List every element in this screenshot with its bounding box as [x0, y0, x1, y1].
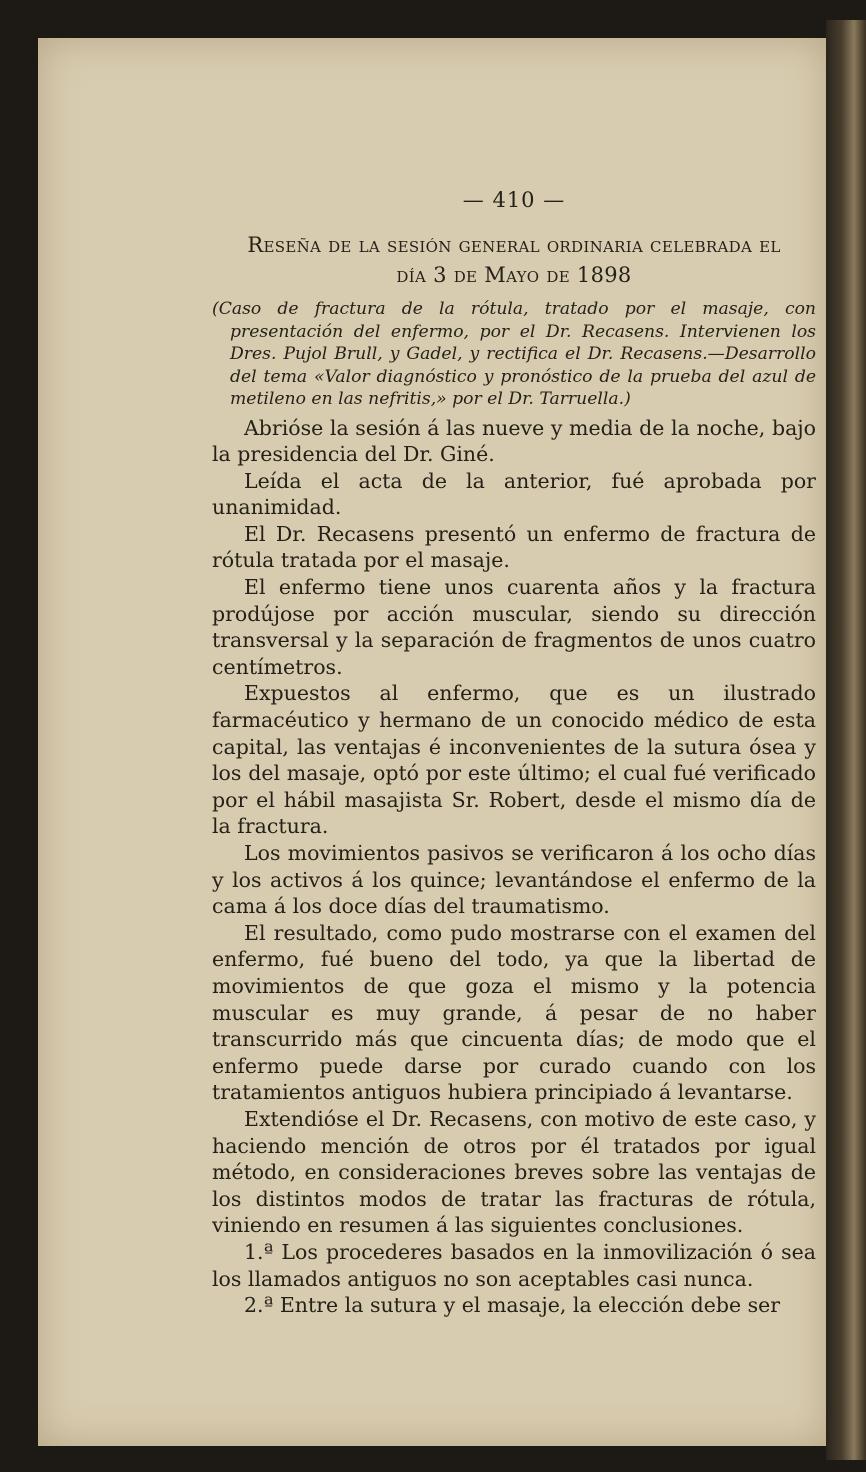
paragraph-3: El Dr. Recasens presentó un enfermo de fractura de rótula tratada por el masaje.	[212, 521, 816, 573]
conclusion-2: 2.ª Entre la sutura y el masaje, la elección debe ser	[244, 1293, 781, 1318]
paragraph-7: El resultado, como pudo mostrarse con el examen del enfermo, fué bueno del todo, ya que la libertad de movimientos de que goza el mismo y la potencia muscular es muy grande, á pesar de no haber transcurrido más que cincuenta días; de modo que el enfermo puede darse por curado cuando con los tratamientos antiguos hubiera principiado á levantarse.	[212, 920, 816, 1105]
section-title-line-2: día 3 de Mayo de 1898	[396, 263, 632, 287]
paragraph-2: Leída el acta de la anterior, fué aprobada por unanimidad.	[212, 468, 816, 520]
session-summary: (Caso de fractura de la rótula, tratado por el masaje, con presentación del enfermo, por el Dr. Recasens. Intervienen los Dres. Pujol Brull, y Gadel, y rectifica el Dr. Recasens.—Desarrollo del tema «Valor diagnóstico y pronóstico de la prueba del azul de metileno en las nefritis,» por el Dr. Tarruella.)	[212, 299, 816, 409]
paragraph-6: Los movimientos pasivos se verificaron á los ocho días y los activos á los quince; levantándose el enfermo de la cama á los doce días del traumatismo.	[212, 841, 816, 919]
page-number: — 410 —	[462, 188, 566, 212]
book-spine-edge	[826, 20, 866, 1460]
page-content	[212, 188, 816, 1319]
paragraph-1: Abrióse la sesión á las nueve y media de la noche, bajo la presidencia del Dr. Giné.	[212, 415, 816, 467]
conclusion-1: 1.ª Los procederes basados en la inmovilización ó sea los llamados antiguos no son aceptables casi nunca.	[212, 1239, 816, 1291]
section-title-line-1: Reseña de la sesión general ordinaria celebrada el	[247, 233, 781, 257]
paragraph-8: Extendióse el Dr. Recasens, con motivo de este caso, y haciendo mención de otros por él tratados por igual método, en consideraciones breves sobre las ventajas de los distintos modos de tratar las fracturas de rótula, viniendo en resumen á las siguientes conclusiones.	[212, 1106, 816, 1238]
paragraph-5: Expuestos al enfermo, que es un ilustrado farmacéutico y hermano de un conocido médico de esta capital, las ventajas é inconvenientes de la sutura ósea y los del masaje, optó por este último; el cual fué verificado por el hábil masajista Sr. Robert, desde el mismo día de la fractura.	[212, 681, 816, 839]
book-page	[38, 38, 828, 1446]
paragraph-4: El enfermo tiene unos cuarenta años y la fractura prodújose por acción muscular, siendo su dirección transversal y la separación de fragmentos de unos cuatro centímetros.	[212, 575, 816, 679]
